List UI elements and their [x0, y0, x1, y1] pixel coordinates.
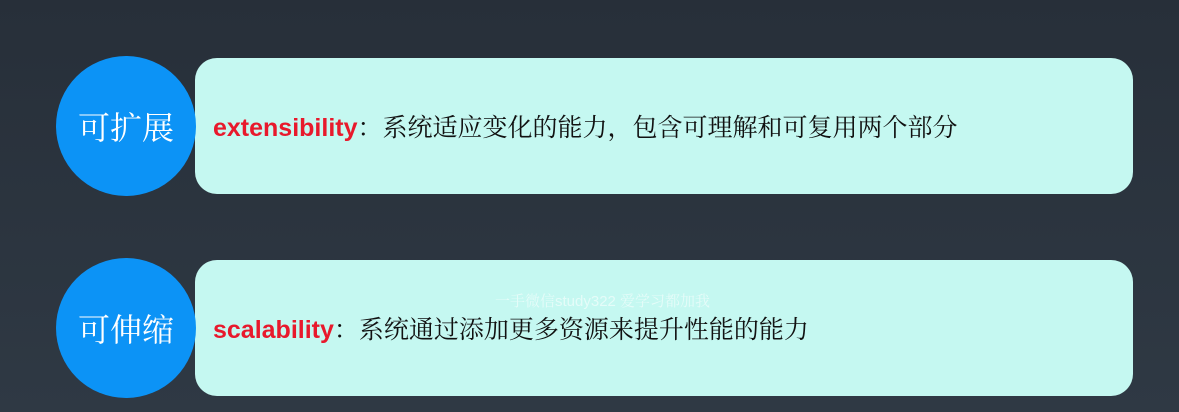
extensibility-description: 系统适应变化的能力，包含可理解和可复用两个部分	[382, 114, 958, 142]
extensibility-separator: ：	[357, 114, 383, 142]
extensibility-badge: 可扩展	[56, 56, 196, 196]
scalability-definition	[213, 310, 809, 346]
extensibility-term: extensibility	[213, 114, 358, 142]
extensibility-card	[195, 58, 1133, 194]
scalability-card	[195, 260, 1133, 396]
watermark-text: 一手微信study322 爱学习都加我	[495, 293, 711, 310]
extensibility-definition	[213, 108, 958, 144]
scalability-separator: ：	[333, 316, 359, 344]
scalability-badge: 可伸缩	[56, 258, 196, 398]
scalability-description: 系统通过添加更多资源来提升性能的能力	[358, 316, 809, 344]
scalability-term: scalability	[213, 316, 334, 344]
